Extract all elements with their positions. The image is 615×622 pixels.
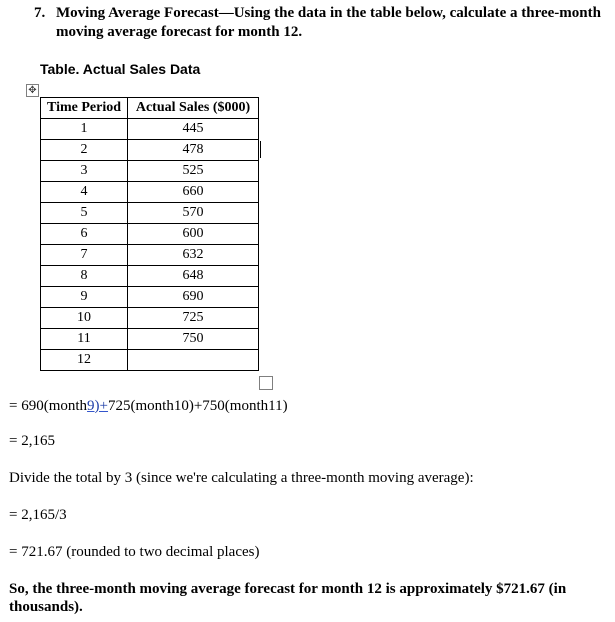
actual-sales-cell: [128, 350, 259, 371]
actual-sales-cell: 690: [128, 287, 259, 308]
time-period-cell: 11: [41, 329, 128, 350]
table-caption: Table. Actual Sales Data: [40, 61, 201, 77]
question-number: 7.: [34, 5, 46, 21]
time-period-cell: 12: [41, 350, 128, 371]
time-period-cell: 5: [41, 203, 128, 224]
table-row: [41, 140, 259, 161]
move-icon[interactable]: ✥: [26, 84, 39, 97]
table-row: [41, 182, 259, 203]
actual-sales-cell: 648: [128, 266, 259, 287]
line1-end: 725(month10)+750(month11): [108, 398, 288, 414]
actual-sales-cell: 525: [128, 161, 259, 182]
time-period-cell: 1: [41, 119, 128, 140]
time-period-cell: 10: [41, 308, 128, 329]
text-cursor: [260, 141, 261, 158]
header-actual-sales: Actual Sales ($000): [128, 98, 259, 119]
resize-handle-icon[interactable]: [259, 376, 273, 390]
actual-sales-cell: 445: [128, 119, 259, 140]
actual-sales-cell: 570: [128, 203, 259, 224]
conclusion: So, the three-month moving average forecast for month 12 is approximately $721.67 (in thousands).: [9, 581, 567, 615]
table-row: [41, 119, 259, 140]
actual-sales-cell: 725: [128, 308, 259, 329]
actual-sales-cell: 750: [128, 329, 259, 350]
actual-sales-cell: 660: [128, 182, 259, 203]
actual-sales-cell: 478: [128, 140, 259, 161]
table-row: [41, 203, 259, 224]
time-period-cell: 9: [41, 287, 128, 308]
table-row: [41, 161, 259, 182]
spell-flag[interactable]: 9)+: [87, 398, 109, 414]
actual-sales-cell: 632: [128, 245, 259, 266]
time-period-cell: 7: [41, 245, 128, 266]
time-period-cell: 8: [41, 266, 128, 287]
table-header-row: [41, 98, 259, 119]
time-period-cell: 6: [41, 224, 128, 245]
table-body: [41, 119, 259, 371]
time-period-cell: 2: [41, 140, 128, 161]
table-row: [41, 224, 259, 245]
solution-line-4: = 2,165/3: [9, 507, 67, 523]
table-row: [41, 266, 259, 287]
table-row: [41, 350, 259, 371]
sales-table: [40, 97, 259, 371]
solution-line-3: Divide the total by 3 (since we're calculating a three-month moving average):: [9, 470, 474, 486]
table-row: [41, 329, 259, 350]
header-time-period: Time Period: [41, 98, 128, 119]
table-row: [41, 245, 259, 266]
time-period-cell: 3: [41, 161, 128, 182]
time-period-cell: 4: [41, 182, 128, 203]
question-block: [34, 4, 604, 42]
table-row: [41, 287, 259, 308]
question-text: Moving Average Forecast—Using the data in the table below, calculate a three-month moving average forecast for month 12.: [56, 5, 601, 40]
actual-sales-cell: 600: [128, 224, 259, 245]
solution-line-2: = 2,165: [9, 433, 55, 449]
solution-line-5: = 721.67 (rounded to two decimal places): [9, 544, 260, 560]
line1-start: = 690(month: [9, 398, 88, 414]
solution-line-1: [9, 397, 288, 415]
table-row: [41, 308, 259, 329]
